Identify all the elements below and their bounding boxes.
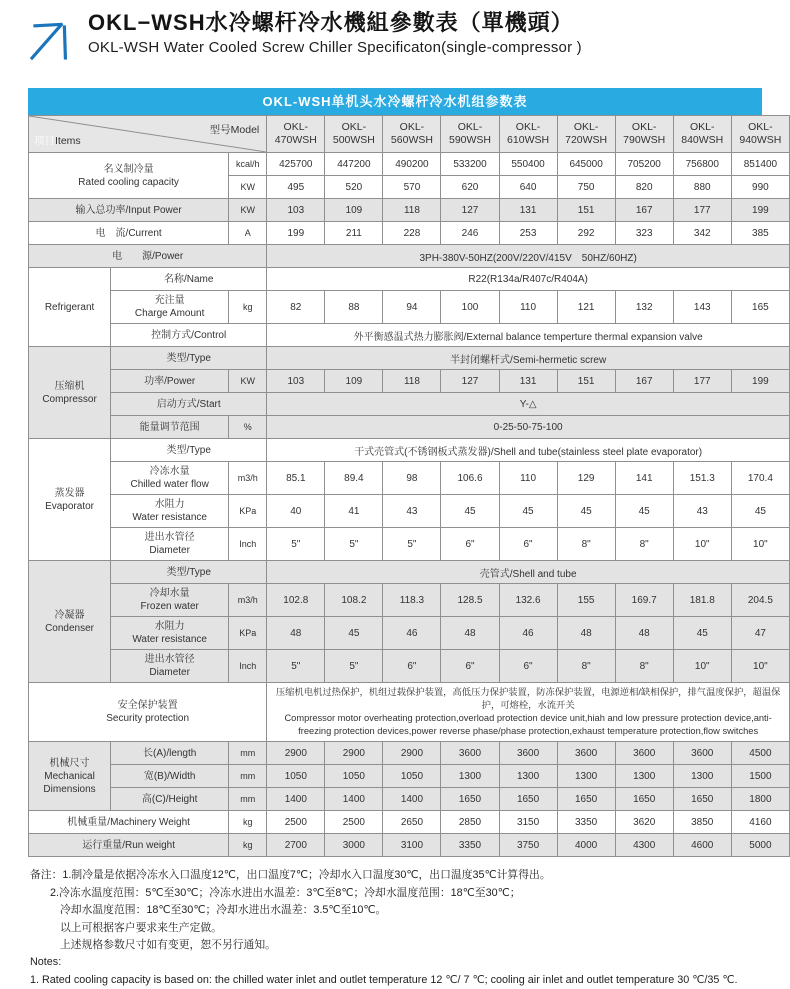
spec-value: 3750 [499, 834, 557, 857]
spec-value: 10" [673, 650, 731, 683]
spec-value: 108.2 [325, 584, 383, 617]
security-text: 压缩机电机过热保护，机组过载保护装置，高低压力保护装置，防冻保护装置，电源逆相/缺相保护，排气温度保护，超温保护，可熔栓，水流开关 Compressor motor overheating protection,overload protection device unit,hiah and low pressure protection device,anti-freezing protection devices,power reverse phase/phase protection,exhaust temperature protection,flow switches [267, 683, 790, 742]
row-label: 充注量 Charge Amount [111, 291, 229, 324]
unit-label: mm [229, 742, 267, 765]
table-row [29, 393, 790, 416]
spec-value: 246 [441, 222, 499, 245]
spec-value: 89.4 [325, 462, 383, 495]
table-row [29, 153, 790, 176]
spec-value: 5000 [731, 834, 789, 857]
table-row [29, 650, 790, 683]
spec-value: 645000 [557, 153, 615, 176]
spec-value: 82 [267, 291, 325, 324]
spec-value: 2900 [383, 742, 441, 765]
spec-value: 199 [731, 199, 789, 222]
spec-value: 94 [383, 291, 441, 324]
spec-value: 8" [615, 650, 673, 683]
spec-value: 110 [499, 291, 557, 324]
spec-value: 570 [383, 176, 441, 199]
table-row [29, 811, 790, 834]
spec-value: 3600 [557, 742, 615, 765]
items-label: 项目Items [34, 135, 81, 147]
unit-label: KPa [229, 495, 267, 528]
spec-value: 490200 [383, 153, 441, 176]
unit-label: kg [229, 291, 267, 324]
spec-value: 103 [267, 370, 325, 393]
row-label: 能量调节范围 [111, 416, 229, 439]
table-row [29, 765, 790, 788]
spec-value: 550400 [499, 153, 557, 176]
spec-value: 170.4 [731, 462, 789, 495]
spec-value: 6" [383, 650, 441, 683]
row-label: 名义制冷量 Rated cooling capacity [29, 153, 229, 199]
spec-value: 3600 [615, 742, 673, 765]
table-row [29, 291, 790, 324]
spec-value: 2900 [325, 742, 383, 765]
spec-value: 3600 [673, 742, 731, 765]
spec-value: 118 [383, 370, 441, 393]
note-line: 备注：1.制冷量是依据冷冻水入口温度12℃，出口温度7℃；冷却水入口温度30℃，出口温度35℃计算得出。 [30, 869, 551, 882]
row-label: 名称/Name [111, 268, 267, 291]
spec-value: 199 [731, 370, 789, 393]
group-label: Refrigerant [29, 268, 111, 347]
spec-value: 45 [557, 495, 615, 528]
note-line: 2.冷冻水温度范围：5℃至30℃；冷冻水进出水温差：3℃至8℃；冷却水温度范围：18℃至30℃； [50, 886, 521, 899]
table-row [29, 834, 790, 857]
spec-value: 1500 [731, 765, 789, 788]
spec-value: 3620 [615, 811, 673, 834]
spec-value: 6" [499, 650, 557, 683]
spec-value: 47 [731, 617, 789, 650]
spec-value: 5" [325, 528, 383, 561]
spec-value: 1050 [267, 765, 325, 788]
row-label: 高(C)/Height [111, 788, 229, 811]
spec-value: 1650 [499, 788, 557, 811]
row-label: 输入总功率/Input Power [29, 199, 229, 222]
note-line: Notes: [30, 956, 62, 969]
spec-value: 48 [615, 617, 673, 650]
spec-value: 705200 [615, 153, 673, 176]
spec-value: 640 [499, 176, 557, 199]
spec-value: 820 [615, 176, 673, 199]
spec-value: 342 [673, 222, 731, 245]
spec-value: 48 [267, 617, 325, 650]
spec-value: 533200 [441, 153, 499, 176]
spec-value: 88 [325, 291, 383, 324]
spec-value: 2500 [325, 811, 383, 834]
spec-table [28, 115, 790, 857]
spec-value: 2500 [267, 811, 325, 834]
spec-value: 2900 [267, 742, 325, 765]
spec-value: 6" [441, 650, 499, 683]
table-row [29, 495, 790, 528]
row-label: 安全保护装置 Security protection [29, 683, 267, 742]
spec-value: 半封闭螺杆式/Semi-hermetic screw [267, 347, 790, 370]
row-label: 水阻力 Water resistance [111, 495, 229, 528]
spec-value: 3600 [441, 742, 499, 765]
row-label: 水阻力 Water resistance [111, 617, 229, 650]
spec-value: 127 [441, 370, 499, 393]
spec-value: 壳管式/Shell and tube [267, 561, 790, 584]
row-label: 冷冻水量 Chilled water flow [111, 462, 229, 495]
spec-value: 43 [383, 495, 441, 528]
spec-value: 151 [557, 370, 615, 393]
spec-value: 169.7 [615, 584, 673, 617]
spec-value: 177 [673, 199, 731, 222]
table-row [29, 199, 790, 222]
spec-value: 45 [673, 617, 731, 650]
row-label: 类型/Type [111, 347, 267, 370]
spec-value: 132 [615, 291, 673, 324]
document-header [28, 10, 762, 62]
row-label: 进出水管径 Diameter [111, 650, 229, 683]
unit-label: KW [229, 199, 267, 222]
note-line: 1. Rated cooling capacity is based on: the chilled water inlet and outlet temperature 12 ℃/ 7 ℃; cooling air inlet and outlet temperature 30 ℃/35 ℃. [30, 973, 738, 986]
row-label: 电 流/Current [29, 222, 229, 245]
table-row [29, 245, 790, 268]
spec-value: 1400 [267, 788, 325, 811]
spec-value: 131 [499, 199, 557, 222]
spec-value: 143 [673, 291, 731, 324]
spec-value: 990 [731, 176, 789, 199]
spec-value: 85.1 [267, 462, 325, 495]
spec-value: 1650 [557, 788, 615, 811]
row-label: 运行重量/Run weight [29, 834, 229, 857]
spec-value: 1300 [615, 765, 673, 788]
spec-value: 10" [731, 650, 789, 683]
unit-label: KPa [229, 617, 267, 650]
table-row [29, 324, 790, 347]
spec-value: 3PH-380V-50HZ(200V/220V/415V 50HZ/60HZ) [267, 245, 790, 268]
row-label: 电 源/Power [29, 245, 267, 268]
spec-value: 129 [557, 462, 615, 495]
spec-value: 98 [383, 462, 441, 495]
spec-value: 5" [325, 650, 383, 683]
spec-value: 1050 [383, 765, 441, 788]
spec-value: 167 [615, 199, 673, 222]
model-header: OKL- 790WSH [615, 116, 673, 153]
spec-value: 6" [441, 528, 499, 561]
spec-value: 1400 [325, 788, 383, 811]
spec-value: 1300 [673, 765, 731, 788]
model-header: OKL- 940WSH [731, 116, 789, 153]
spec-value: 177 [673, 370, 731, 393]
spec-value: 1300 [557, 765, 615, 788]
spec-value: 10" [731, 528, 789, 561]
unit-label: A [229, 222, 267, 245]
spec-value: 118.3 [383, 584, 441, 617]
note-line: 以上可根据客户要求来生产定做。 [60, 921, 222, 934]
spec-value: 3150 [499, 811, 557, 834]
spec-value: 127 [441, 199, 499, 222]
spec-value: 2650 [383, 811, 441, 834]
spec-value: 100 [441, 291, 499, 324]
note-line: 上述规格参数尺寸如有变更，恕不另行通知。 [60, 939, 276, 951]
model-header: OKL- 500WSH [325, 116, 383, 153]
spec-value: 2700 [267, 834, 325, 857]
unit-label: mm [229, 765, 267, 788]
model-header: OKL- 840WSH [673, 116, 731, 153]
spec-value: 151 [557, 199, 615, 222]
spec-value: R22(R134a/R407c/R404A) [267, 268, 790, 291]
unit-label: KW [229, 176, 267, 199]
spec-value: 干式壳管式(不锈钢板式蒸发器)/Shell and tube(stainless steel plate evaporator) [267, 439, 790, 462]
spec-value: 495 [267, 176, 325, 199]
spec-value: 131 [499, 370, 557, 393]
spec-value: 103 [267, 199, 325, 222]
spec-value: 8" [557, 650, 615, 683]
model-header: OKL- 610WSH [499, 116, 557, 153]
spec-value: 155 [557, 584, 615, 617]
row-label: 启动方式/Start [111, 393, 267, 416]
spec-value: 3850 [673, 811, 731, 834]
spec-value: 1300 [499, 765, 557, 788]
unit-label: m3/h [229, 462, 267, 495]
table-row [29, 268, 790, 291]
model-header: OKL- 720WSH [557, 116, 615, 153]
spec-value: 1300 [441, 765, 499, 788]
spec-value: 167 [615, 370, 673, 393]
spec-value: 165 [731, 291, 789, 324]
spec-value: 8" [615, 528, 673, 561]
spec-value: 45 [731, 495, 789, 528]
unit-label: kg [229, 834, 267, 857]
table-row [29, 617, 790, 650]
spec-value: 253 [499, 222, 557, 245]
spec-value: 45 [499, 495, 557, 528]
spec-value: 40 [267, 495, 325, 528]
spec-value: 45 [615, 495, 673, 528]
row-label: 控制方式/Control [111, 324, 267, 347]
row-label: 机械重量/Machinery Weight [29, 811, 229, 834]
spec-value: 0-25-50-75-100 [267, 416, 790, 439]
table-row [29, 742, 790, 765]
spec-value: 128.5 [441, 584, 499, 617]
spec-value: 141 [615, 462, 673, 495]
spec-value: 4500 [731, 742, 789, 765]
table-row [29, 788, 790, 811]
row-label: 宽(B)/Width [111, 765, 229, 788]
group-label: 压缩机 Compressor [29, 347, 111, 439]
spec-value: 425700 [267, 153, 325, 176]
spec-value: 48 [441, 617, 499, 650]
row-label: 进出水管径 Diameter [111, 528, 229, 561]
table-row [29, 416, 790, 439]
spec-value: 109 [325, 199, 383, 222]
spec-value: 4000 [557, 834, 615, 857]
spec-value: 5" [383, 528, 441, 561]
corner-cell [29, 116, 267, 153]
spec-value: 43 [673, 495, 731, 528]
spec-value: 447200 [325, 153, 383, 176]
spec-value: 121 [557, 291, 615, 324]
spec-value: Y-△ [267, 393, 790, 416]
spec-value: 3350 [557, 811, 615, 834]
model-header: OKL- 590WSH [441, 116, 499, 153]
spec-value: 3000 [325, 834, 383, 857]
spec-value: 41 [325, 495, 383, 528]
spec-value: 323 [615, 222, 673, 245]
table-row [29, 370, 790, 393]
spec-value: 45 [325, 617, 383, 650]
group-label: 机械尺寸 Mechanical Dimensions [29, 742, 111, 811]
row-label: 长(A)/length [111, 742, 229, 765]
spec-value: 211 [325, 222, 383, 245]
spec-value: 6" [499, 528, 557, 561]
page-subtitle: OKL-WSH Water Cooled Screw Chiller Specificaton(single-compressor ) [88, 39, 582, 57]
row-label: 冷却水量 Frozen water [111, 584, 229, 617]
spec-value: 228 [383, 222, 441, 245]
unit-label: % [229, 416, 267, 439]
spec-value: 3350 [441, 834, 499, 857]
spec-value: 520 [325, 176, 383, 199]
spec-value: 1050 [325, 765, 383, 788]
spec-value: 1650 [673, 788, 731, 811]
spec-value: 385 [731, 222, 789, 245]
row-label: 类型/Type [111, 439, 267, 462]
spec-value: 外平衡感温式热力膨胀阀/External balance temperture thermal expansion valve [267, 324, 790, 347]
row-label: 功率/Power [111, 370, 229, 393]
spec-value: 132.6 [499, 584, 557, 617]
spec-value: 4300 [615, 834, 673, 857]
spec-value: 1800 [731, 788, 789, 811]
arrow-logo-icon [28, 14, 74, 62]
unit-label: Inch [229, 650, 267, 683]
unit-label: m3/h [229, 584, 267, 617]
spec-value: 118 [383, 199, 441, 222]
spec-value: 10" [673, 528, 731, 561]
unit-label: kcal/h [229, 153, 267, 176]
spec-value: 1650 [615, 788, 673, 811]
table-banner: OKL-WSH单机头水冷螺杆冷水机组参数表 [28, 88, 762, 115]
spec-value: 851400 [731, 153, 789, 176]
spec-value: 102.8 [267, 584, 325, 617]
spec-value: 151.3 [673, 462, 731, 495]
spec-value: 292 [557, 222, 615, 245]
spec-value: 204.5 [731, 584, 789, 617]
group-label: 蒸发器 Evaporator [29, 439, 111, 561]
spec-value: 110 [499, 462, 557, 495]
table-row [29, 561, 790, 584]
spec-value: 46 [383, 617, 441, 650]
spec-value: 5" [267, 650, 325, 683]
spec-value: 2850 [441, 811, 499, 834]
spec-value: 750 [557, 176, 615, 199]
row-label: 类型/Type [111, 561, 267, 584]
table-row [29, 439, 790, 462]
notes-block [28, 867, 762, 989]
spec-value: 1650 [441, 788, 499, 811]
unit-label: kg [229, 811, 267, 834]
spec-value: 106.6 [441, 462, 499, 495]
spec-value: 48 [557, 617, 615, 650]
page-title: OKL−WSH水冷螺杆冷水機組參數表（單機頭） [88, 10, 574, 35]
table-row [29, 683, 790, 742]
model-header: OKL- 470WSH [267, 116, 325, 153]
spec-value: 8" [557, 528, 615, 561]
spec-value: 5" [267, 528, 325, 561]
spec-value: 756800 [673, 153, 731, 176]
group-label: 冷凝器 Condenser [29, 561, 111, 683]
spec-value: 181.8 [673, 584, 731, 617]
spec-value: 620 [441, 176, 499, 199]
note-line: 冷却水温度范围：18℃至30℃；冷却水进出水温差：3.5℃至10℃。 [60, 904, 387, 917]
title-block [88, 10, 582, 56]
model-header: OKL- 560WSH [383, 116, 441, 153]
table-row [29, 347, 790, 370]
unit-label: KW [229, 370, 267, 393]
spec-value: 3100 [383, 834, 441, 857]
spec-value: 4600 [673, 834, 731, 857]
spec-value: 880 [673, 176, 731, 199]
table-row [29, 528, 790, 561]
unit-label: Inch [229, 528, 267, 561]
spec-value: 3600 [499, 742, 557, 765]
table-row [29, 462, 790, 495]
model-label: 型号Model [209, 124, 260, 136]
spec-value: 45 [441, 495, 499, 528]
spec-value: 109 [325, 370, 383, 393]
table-row [29, 584, 790, 617]
spec-value: 1400 [383, 788, 441, 811]
spec-value: 199 [267, 222, 325, 245]
spec-value: 46 [499, 617, 557, 650]
table-row [29, 222, 790, 245]
unit-label: mm [229, 788, 267, 811]
spec-value: 4160 [731, 811, 789, 834]
